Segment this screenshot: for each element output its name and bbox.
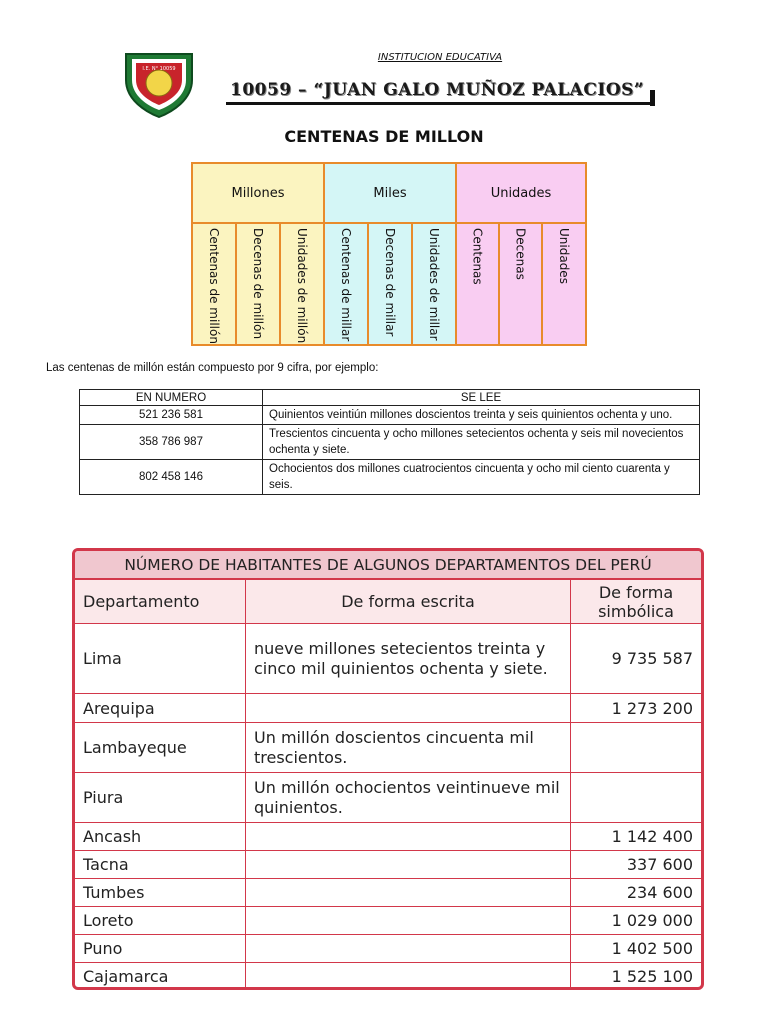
table-row	[80, 406, 700, 425]
habitants-table-panel	[72, 548, 704, 990]
written-cell: nueve millones setecientos treinta y cinco mil quinientos ochenta y siete.	[246, 624, 571, 694]
column-unidades: Unidades	[543, 224, 585, 344]
header-departamento: Departamento	[75, 580, 246, 624]
symbolic-cell: 9 735 587	[571, 624, 702, 694]
place-value-chart	[191, 162, 587, 346]
column-decenas-de-millar: Decenas de millar	[369, 224, 413, 344]
reading-cell: Quinientos veintiún millones doscientos treinta y seis quinientos ochenta y uno.	[263, 406, 700, 425]
written-cell	[246, 935, 571, 963]
column-centenas-de-millon: Centenas de millón	[193, 224, 237, 344]
dept-cell: Lima	[75, 624, 246, 694]
header-se-lee: SE LEE	[263, 390, 700, 406]
table-row	[75, 879, 701, 907]
symbolic-cell: 1 029 000	[571, 907, 702, 935]
written-cell	[246, 879, 571, 907]
written-cell	[246, 963, 571, 991]
school-crest-logo	[122, 50, 196, 118]
school-name: 10059 – “JUAN GALO MUÑOZ PALACIOS”	[230, 80, 645, 100]
school-name-underline-end	[650, 90, 655, 106]
symbolic-cell: 1 142 400	[571, 823, 702, 851]
symbolic-cell	[571, 773, 702, 823]
table-row	[75, 963, 701, 991]
header-en-numero: EN NUMERO	[80, 390, 263, 406]
dept-cell: Arequipa	[75, 694, 246, 723]
number-reading-table	[79, 389, 700, 495]
number-cell: 358 786 987	[80, 425, 263, 460]
habitants-table-title: NÚMERO DE HABITANTES DE ALGUNOS DEPARTAMENTOS DEL PERÚ	[75, 551, 701, 580]
symbolic-cell: 234 600	[571, 879, 702, 907]
dept-cell: Ancash	[75, 823, 246, 851]
reading-cell: Ochocientos dos millones cuatrocientos cincuenta y ocho mil ciento cuarenta y seis.	[263, 460, 700, 495]
column-unidades-de-millar: Unidades de millar	[413, 224, 457, 344]
page-title: CENTENAS DE MILLON	[284, 127, 484, 146]
group-miles: Miles	[325, 164, 457, 224]
dept-cell: Tumbes	[75, 879, 246, 907]
school-name-underline	[226, 102, 654, 105]
habitants-header-row	[75, 580, 701, 624]
table-header-row	[80, 390, 700, 406]
dept-cell: Lambayeque	[75, 723, 246, 773]
symbolic-cell	[571, 723, 702, 773]
intro-text: Las centenas de millón están compuesto por 9 cifra, por ejemplo:	[46, 362, 379, 374]
table-row	[75, 851, 701, 879]
dept-cell: Loreto	[75, 907, 246, 935]
written-cell: Un millón doscientos cincuenta mil trescientos.	[246, 723, 571, 773]
symbolic-cell: 1 525 100	[571, 963, 702, 991]
symbolic-cell: 1 273 200	[571, 694, 702, 723]
written-cell	[246, 694, 571, 723]
written-cell	[246, 823, 571, 851]
symbolic-cell: 1 402 500	[571, 935, 702, 963]
table-row	[75, 624, 701, 694]
table-row	[75, 823, 701, 851]
number-cell: 521 236 581	[80, 406, 263, 425]
table-row	[75, 723, 701, 773]
table-row	[75, 773, 701, 823]
table-row	[80, 460, 700, 495]
dept-cell: Puno	[75, 935, 246, 963]
written-cell: Un millón ochocientos veintinueve mil quinientos.	[246, 773, 571, 823]
header-forma-escrita: De forma escrita	[246, 580, 571, 624]
written-cell	[246, 851, 571, 879]
header-forma-simbolica: De forma simbólica	[571, 580, 702, 624]
table-row	[75, 907, 701, 935]
dept-cell: Piura	[75, 773, 246, 823]
table-row	[75, 935, 701, 963]
column-decenas: Decenas	[500, 224, 543, 344]
symbolic-cell: 337 600	[571, 851, 702, 879]
table-row	[80, 425, 700, 460]
column-centenas-de-millar: Centenas de millar	[325, 224, 369, 344]
crest-text: I.E. N° 10059	[142, 66, 176, 72]
column-centenas: Centenas	[457, 224, 500, 344]
dept-cell: Tacna	[75, 851, 246, 879]
written-cell	[246, 907, 571, 935]
column-unidades-de-millon: Unidades de millón	[281, 224, 325, 344]
column-decenas-de-millon: Decenas de millón	[237, 224, 281, 344]
institution-label: INSTITUCION EDUCATIVA	[377, 52, 503, 63]
dept-cell: Cajamarca	[75, 963, 246, 991]
habitants-table	[75, 580, 701, 990]
number-cell: 802 458 146	[80, 460, 263, 495]
table-row	[75, 694, 701, 723]
group-unidades: Unidades	[457, 164, 585, 224]
group-millones: Millones	[193, 164, 325, 224]
reading-cell: Trescientos cincuenta y ocho millones setecientos ochenta y seis mil novecientos ochenta y siete.	[263, 425, 700, 460]
